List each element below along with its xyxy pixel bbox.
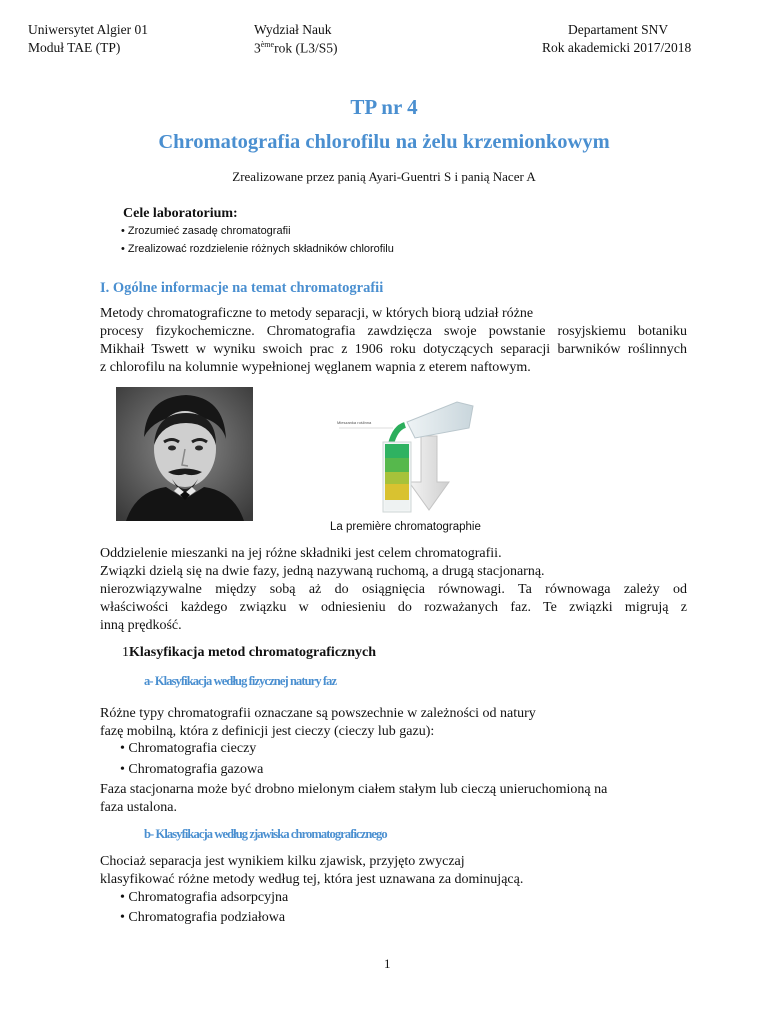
classification-title: Klasyfikacja metod chromatograficznych — [129, 645, 377, 660]
figure-caption: La première chromatographie — [330, 521, 481, 533]
paragraph-line: faza ustalona. — [100, 800, 177, 815]
bullet-icon: • — [120, 762, 129, 777]
paragraph-line: Związki dzielą się na dwie fazy, jedną nazywaną ruchomą, a drugą stacjonarną. — [100, 564, 545, 579]
list-item — [120, 762, 263, 778]
paragraph-line: inną prędkość. — [100, 618, 182, 633]
paragraph-line: Metody chromatograficzne to metody separacji, w których biorą udział różne — [100, 306, 534, 321]
list-item — [120, 910, 285, 926]
page-number: 1 — [384, 956, 391, 971]
authors-line: Zrealizowane przez panią Ayari-Guentri S i panią Nacer A — [232, 169, 536, 184]
list-item-label: Chromatografia adsorpcyjna — [128, 890, 289, 905]
subheading-b: b- Klasyfikacja według zjawiska chromatograficznego — [144, 827, 387, 841]
objective-item: • Zrozumieć zasadę chromatografii — [121, 225, 291, 237]
header-module: Moduł TAE (TP) — [28, 40, 121, 55]
paragraph-line: klasyfikować różne metody według tej, która jest uznawana za dominującą. — [100, 872, 524, 887]
section-heading-general-info: I. Ogólne informacje na temat chromatografii — [100, 280, 384, 296]
objective-item: • Zrealizować rozdzielenie różnych składników chlorofilu — [121, 243, 394, 255]
bullet-icon: • — [120, 890, 129, 905]
paragraph-line: Oddzielenie mieszanki na jej różne składniki jest celem chromatografii. — [100, 546, 502, 561]
header-university: Uniwersytet Algier 01 — [28, 22, 148, 37]
classification-number: 1 — [122, 645, 129, 660]
list-item-label: Chromatografia cieczy — [128, 741, 257, 756]
header-year-rest: rok (L3/S5) — [274, 40, 338, 56]
header-department: Departament SNV — [568, 22, 669, 37]
subheading-a: a- Klasyfikacja według fizycznej natury faz — [144, 674, 337, 688]
page-title: Chromatografia chlorofilu na żelu krzemionkowym — [158, 131, 610, 153]
paragraph-line: Faza stacjonarna może być drobno mielonym ciałem stałym lub cieczą unieruchomioną na — [100, 782, 608, 797]
header-year — [254, 40, 337, 57]
header-academic-year: Rok akademicki 2017/2018 — [542, 40, 692, 55]
bullet-icon: • — [120, 910, 129, 925]
paragraph-line: nierozwiązywalne między sobą aż do osiągnięcia równowagi. Ta równowaga zależy od — [100, 582, 687, 597]
paragraph-line: Różne typy chromatografii oznaczane są powszechnie w zależności od natury — [100, 706, 536, 721]
chromatography-illustration — [337, 392, 477, 517]
paragraph-line: procesy fizykochemiczne. Chromatografia zawdzięcza swoje powstanie rosyjskiemu botaniku — [100, 324, 687, 339]
header-year-number: 3 — [254, 40, 261, 56]
paragraph-line: fazę mobilną, która z definicji jest cieczy (cieczy lub gazu): — [100, 724, 435, 739]
paragraph-line: właściwości każdego związku w odniesieniu do rozważanych faz. Te związki migrują z — [100, 600, 687, 615]
objectives-heading: Cele laboratorium: — [123, 206, 238, 221]
list-item — [120, 741, 256, 757]
list-item-label: Chromatografia podziałowa — [128, 910, 286, 925]
bullet-icon: • — [120, 741, 129, 756]
paragraph-line: Mikhaił Tswett w wyniku swoich prac z 1906 roku dotyczących separacji barwników roślinnych — [100, 342, 687, 357]
list-item-label: Chromatografia gazowa — [128, 762, 264, 777]
tp-number-title: TP nr 4 — [350, 95, 418, 119]
figure-tiny-label: Mieszanka roślinna — [337, 420, 372, 425]
header-year-sup: ème — [260, 40, 275, 49]
header-faculty: Wydział Nauk — [254, 22, 332, 37]
tswett-portrait-image — [116, 387, 253, 521]
classification-heading — [122, 645, 376, 661]
paragraph-line: Chociaż separacja jest wynikiem kilku zjawisk, przyjęto zwyczaj — [100, 854, 465, 869]
paragraph-line: z chlorofilu na kolumnie wypełnionej węglanem wapnia z eterem naftowym. — [100, 360, 531, 375]
list-item — [120, 890, 288, 906]
